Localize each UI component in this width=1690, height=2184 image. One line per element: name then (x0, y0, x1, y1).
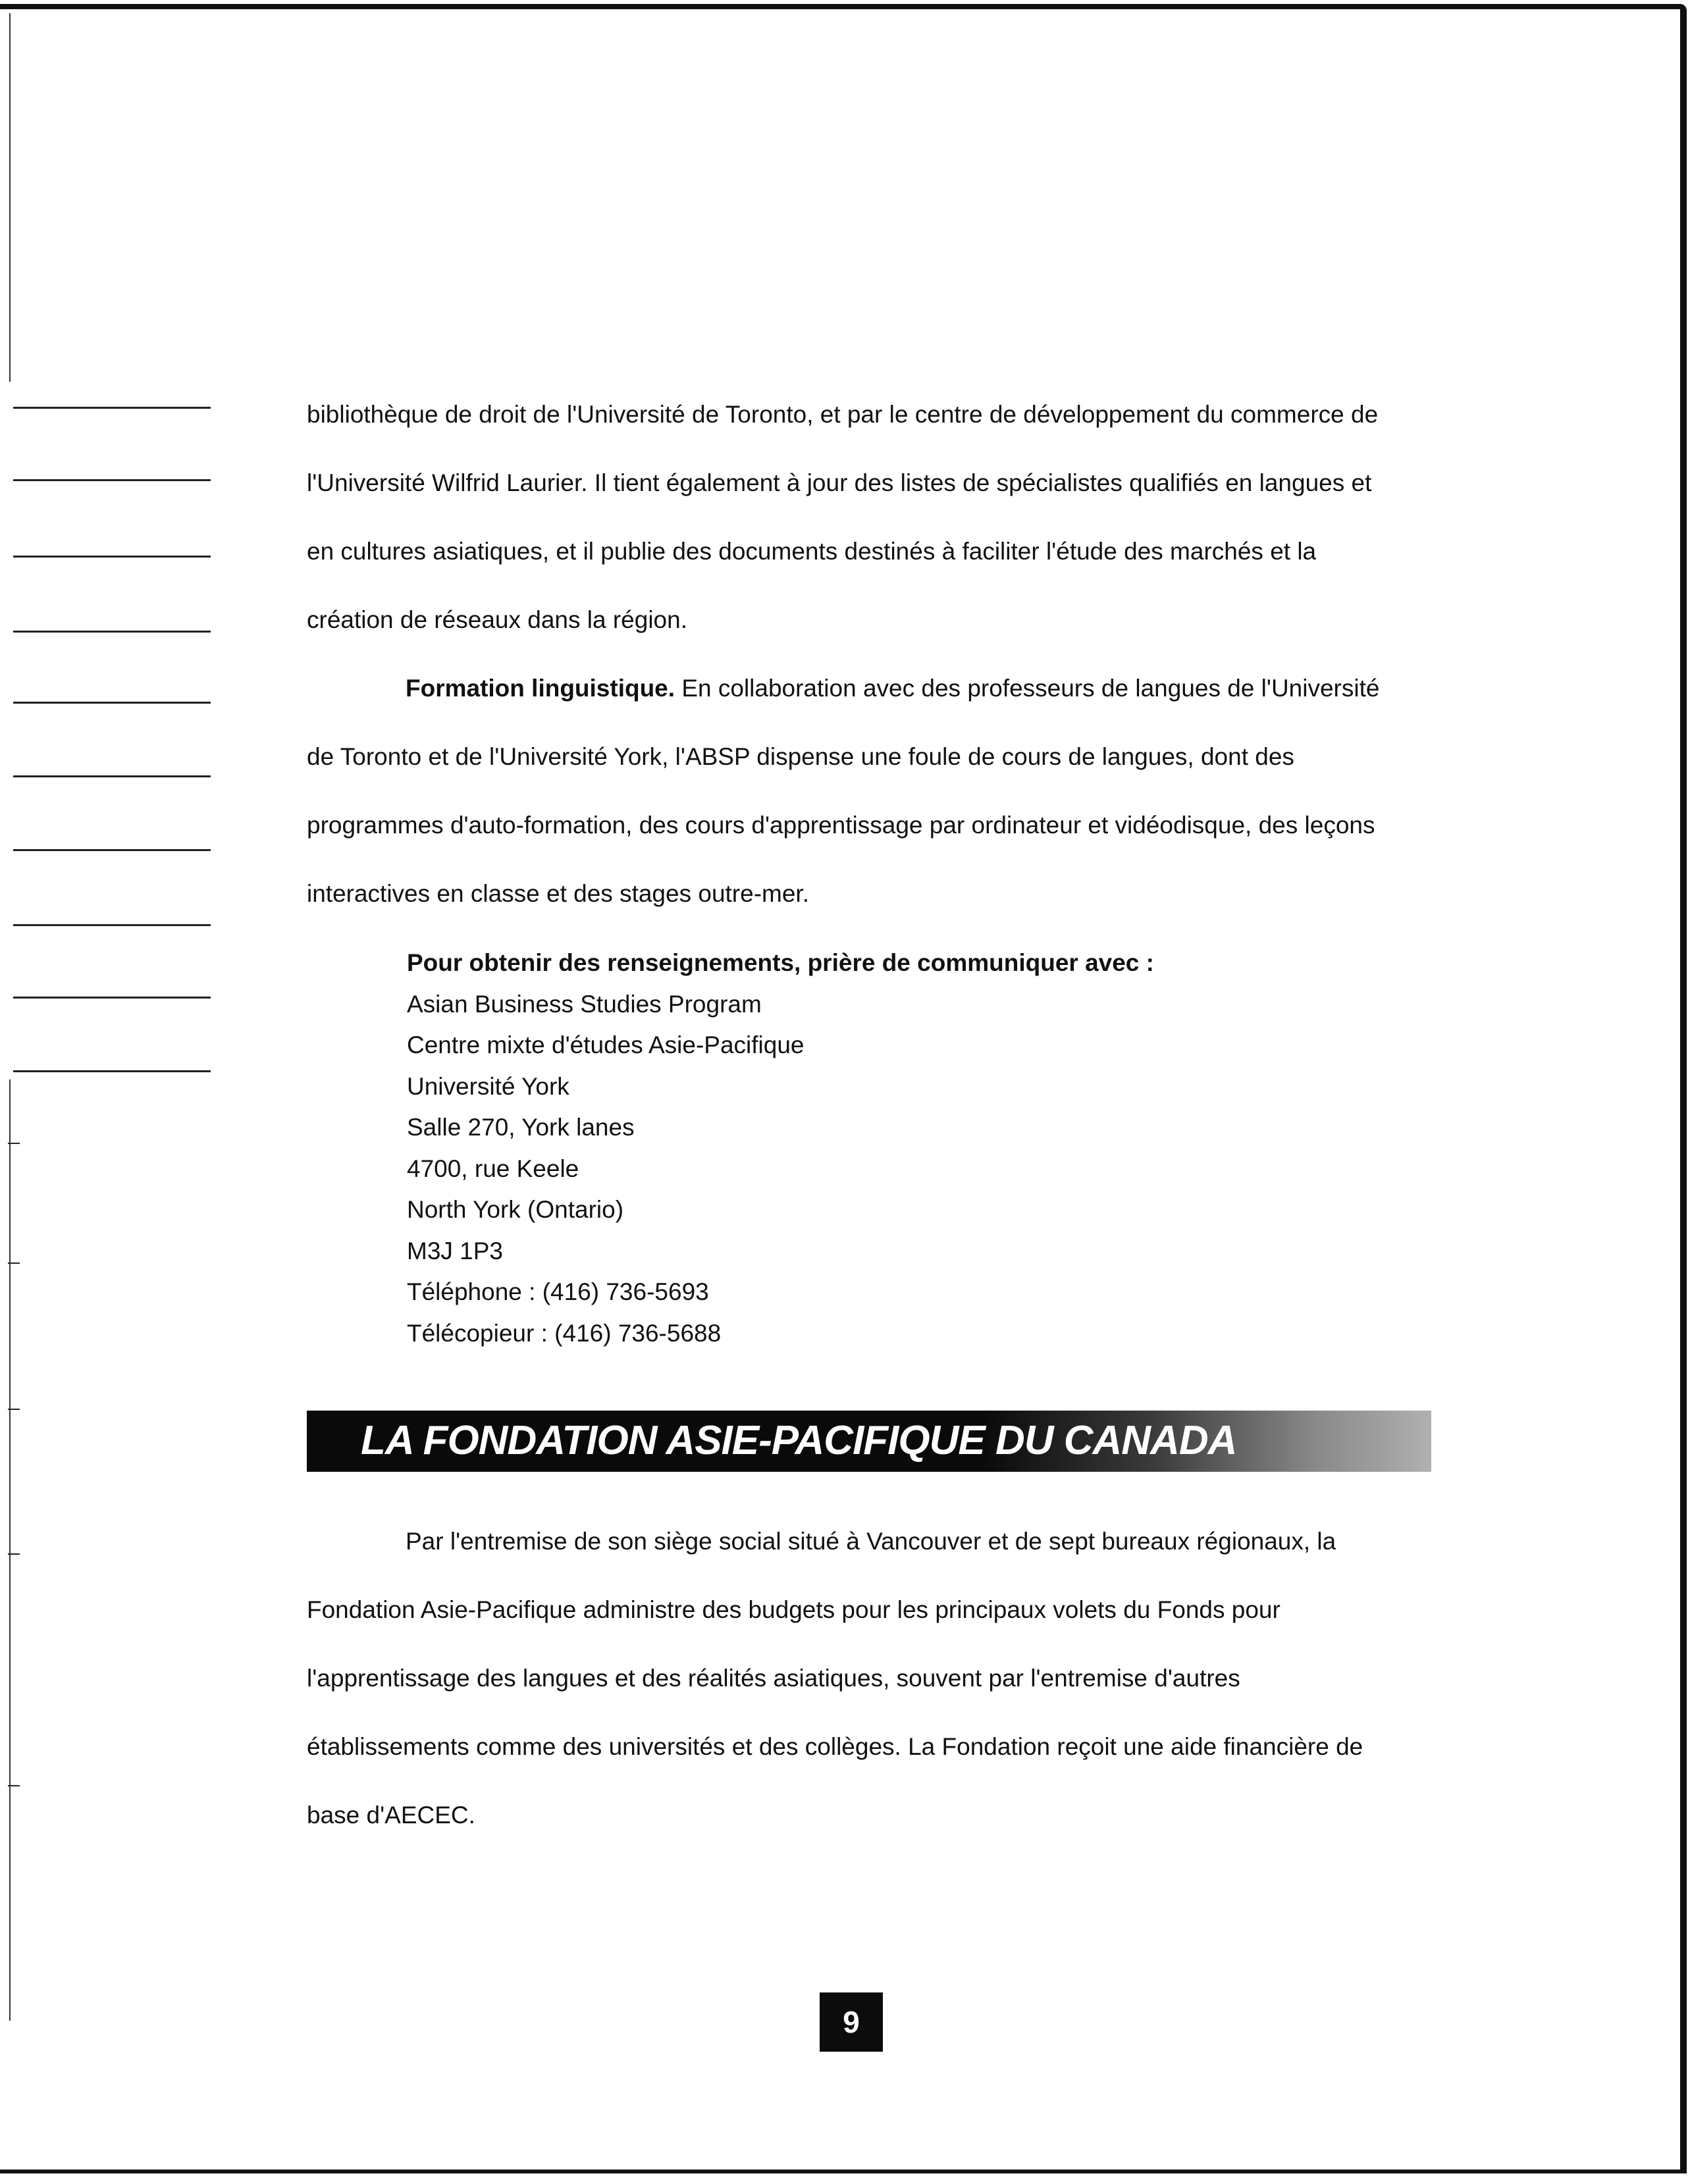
margin-rule-line (13, 997, 211, 999)
margin-vertical-mark (9, 1079, 11, 2021)
formation-paragraph (307, 654, 1386, 928)
margin-tick (8, 1553, 20, 1555)
foundation-paragraph (307, 1507, 1386, 1850)
formation-text: En collaboration avec des professeurs de langues de l'Université de Toronto et de l'Université York, l'ABSP dispense une foule de cours de langues, dont des programmes d'auto-formation, des cours d'apprentissage par ordinateur et vidéodisque, des leçons interactives en classe et des stages outre-mer. (307, 675, 1380, 907)
margin-tick (8, 1785, 20, 1786)
margin-tick (8, 1409, 20, 1410)
contact-line-room: Salle 270, York lanes (407, 1114, 635, 1141)
margin-rule-line (13, 407, 211, 409)
contact-line-university: Université York (407, 1072, 569, 1100)
body-paragraph-continued (307, 380, 1386, 654)
margin-rule-line (13, 775, 211, 777)
section-banner-title: LA FONDATION ASIE-PACIFIQUE DU CANADA (361, 1418, 1237, 1463)
margin-rule-line (13, 924, 211, 926)
margin-rule-line (13, 1070, 211, 1072)
contact-block (407, 943, 1329, 1354)
page-border-right (1680, 4, 1687, 2170)
margin-rule-line (13, 631, 211, 633)
contact-line-organization: Asian Business Studies Program (407, 990, 762, 1018)
contact-line-city: North York (Ontario) (407, 1196, 624, 1223)
contact-line-street: 4700, rue Keele (407, 1155, 579, 1182)
section-banner (307, 1411, 1431, 1472)
left-margin-ruling (0, 0, 217, 2172)
contact-heading: Pour obtenir des renseignements, prière de communiquer avec : (407, 949, 1154, 976)
margin-vertical-mark (9, 13, 11, 382)
page-number: 9 (820, 1992, 883, 2052)
page-border-top (0, 4, 1680, 9)
margin-tick (8, 1143, 20, 1144)
margin-rule-line (13, 479, 211, 481)
foundation-text: Par l'entremise de son siège social situé à Vancouver et de sept bureaux régionaux, la Fondation Asie-Pacifique administre des budgets pour les principaux volets du Fonds pour l'apprentissage des langues et des réalités asiatiques, souvent par l'entremise d'autres établissements comme des universités et des collèges. La Fondation reçoit une aide financière de base d'AECEC. (307, 1528, 1363, 1829)
contact-line-postal-code: M3J 1P3 (407, 1237, 504, 1264)
margin-rule-line (13, 849, 211, 851)
paragraph-text: bibliothèque de droit de l'Université de Toronto, et par le centre de développement du commerce de l'Université Wilfrid Laurier. Il tient également à jour des listes de spécialistes qualifiés en langues et en cultures asiatiques, et il publie des documents destinés à faciliter l'étude des marchés et la création de réseaux dans la région. (307, 401, 1379, 633)
contact-line-fax: Télécopieur : (416) 736-5688 (407, 1319, 722, 1347)
margin-tick (8, 1262, 20, 1264)
margin-rule-line (13, 702, 211, 704)
contact-line-telephone: Téléphone : (416) 736-5693 (407, 1278, 709, 1305)
contact-line-centre: Centre mixte d'études Asie-Pacifique (407, 1031, 805, 1058)
page-border-bottom (0, 2170, 1687, 2173)
margin-rule-line (13, 556, 211, 558)
formation-heading: Formation linguistique. (406, 675, 675, 702)
